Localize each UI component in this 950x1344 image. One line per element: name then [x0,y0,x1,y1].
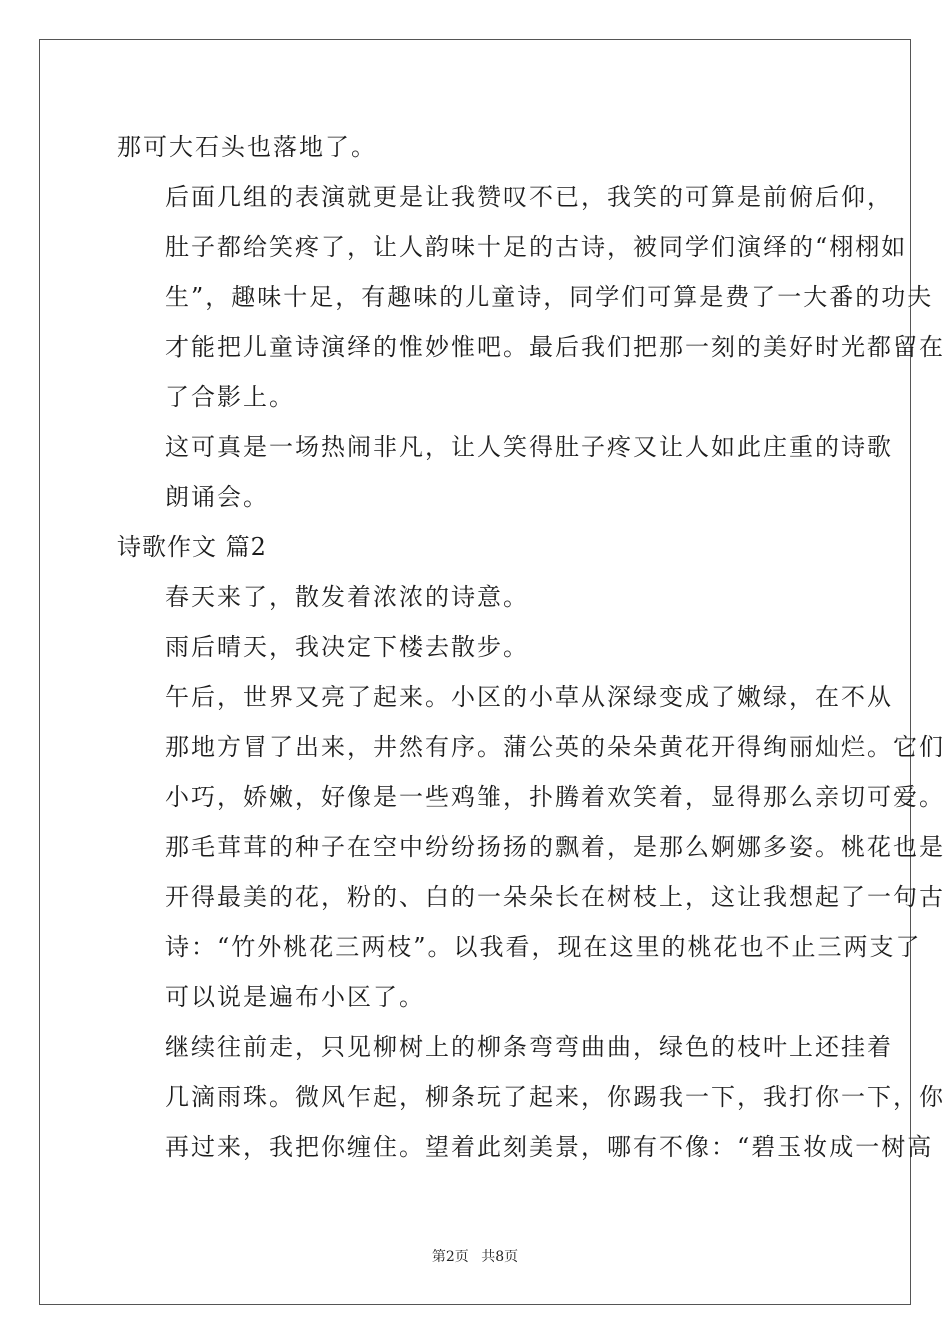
section-heading: 诗歌作文 篇2 [117,533,267,561]
text-line: 可以说是遍布小区了。 [165,983,425,1011]
text-line: 继续往前走，只见柳树上的柳条弯弯曲曲，绿色的枝叶上还挂着 [165,1033,893,1061]
paragraph [117,172,945,422]
text-line: 那毛茸茸的种子在空中纷纷扬扬的飘着，是那么婀娜多姿。桃花也是 [165,833,945,861]
page-footer [0,1246,950,1266]
text-line: 生”，趣味十足，有趣味的儿童诗，同学们可算是费了一大番的功夫 [165,283,934,311]
paragraph [117,622,837,672]
text-line: 再过来，我把你缠住。望着此刻美景，哪有不像：“碧玉妆成一树高 [165,1133,934,1161]
text-line: 那地方冒了出来，井然有序。蒲公英的朵朵黄花开得绚丽灿烂。它们 [165,733,945,761]
document-body [117,122,945,1172]
paragraph [117,672,945,1022]
paragraph [117,1022,945,1172]
paragraph [117,572,837,622]
paragraphs-before [117,122,945,522]
text-line: 后面几组的表演就更是让我赞叹不已，我笑的可算是前俯后仰， [165,183,893,211]
text-line: 诗：“竹外桃花三两枝”。以我看，现在这里的桃花也不止三两支了 [165,933,922,961]
page-total: 共8页 [481,1249,519,1265]
text-line: 春天来了，散发着浓浓的诗意。 [165,583,529,611]
text-line: 朗诵会。 [165,483,269,511]
text-line: 了合影上。 [165,383,295,411]
paragraph [117,122,837,172]
paragraph [117,422,893,522]
text-line: 开得最美的花，粉的、白的一朵朵长在树枝上，这让我想起了一句古 [165,883,945,911]
text-line: 几滴雨珠。微风乍起，柳条玩了起来，你踢我一下，我打你一下，你 [165,1083,945,1111]
text-line: 这可真是一场热闹非凡，让人笑得肚子疼又让人如此庄重的诗歌 [165,433,893,461]
text-line: 肚子都给笑疼了，让人韵味十足的古诗，被同学们演绎的“栩栩如 [165,233,908,261]
paragraphs-after [117,572,945,1172]
text-line: 小巧，娇嫩，好像是一些鸡雏，扑腾着欢笑着，显得那么亲切可爱。 [165,783,945,811]
text-line: 才能把儿童诗演绎的惟妙惟吧。最后我们把那一刻的美好时光都留在 [165,333,945,361]
text-line: 午后，世界又亮了起来。小区的小草从深绿变成了嫩绿，在不从 [165,683,893,711]
text-line: 雨后晴天，我决定下楼去散步。 [165,633,529,661]
text-line: 那可大石头也落地了。 [117,133,377,161]
page-number: 第2页 [431,1249,469,1265]
